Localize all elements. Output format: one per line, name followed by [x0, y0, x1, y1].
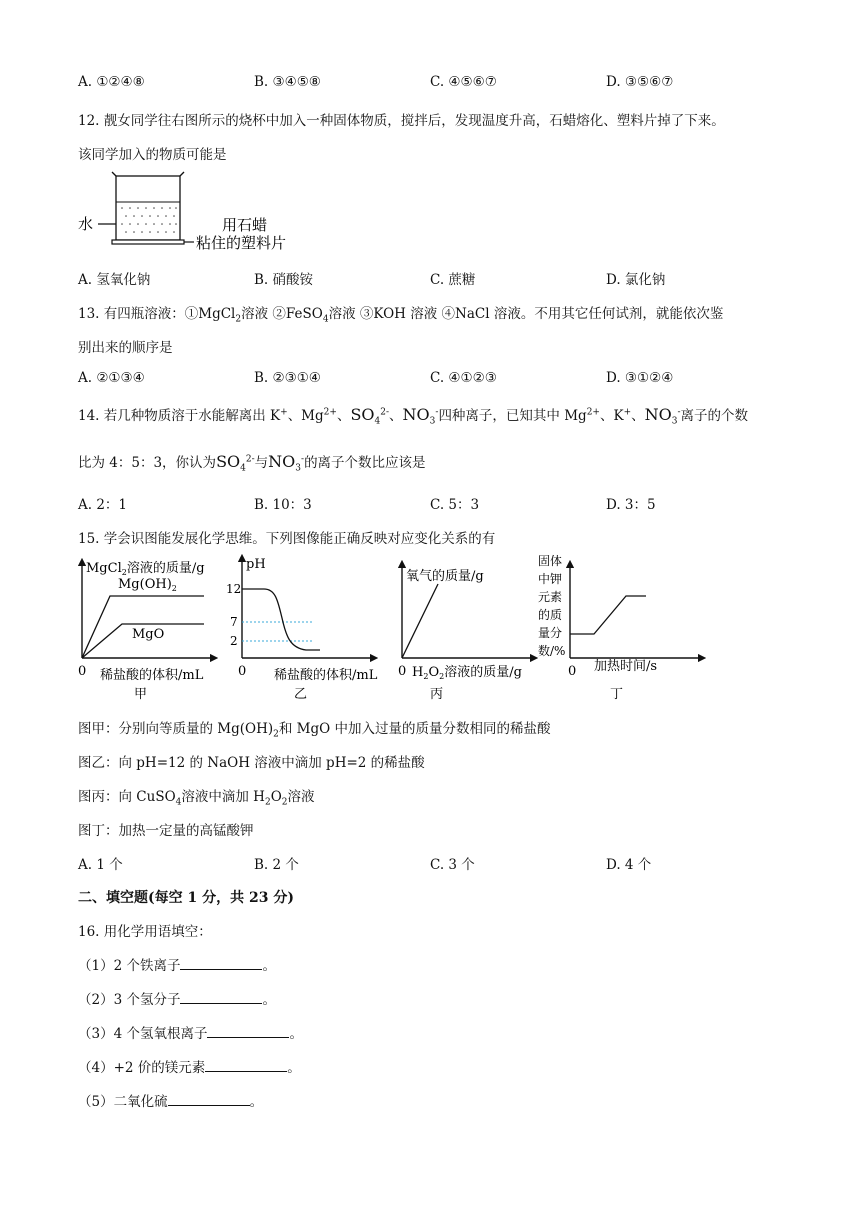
q14-text-line2: 比为 4：5：3，你认为$SO_4^{2-}$与$NO_3^-$的离子个数比应该是: [78, 452, 426, 474]
bing-ylabel: 氧气的质量/g: [406, 569, 484, 584]
ding-xlabel: 加热时间/s: [594, 659, 658, 674]
bing-line: [402, 584, 438, 658]
bing-xlabel-sub2: 2: [439, 672, 445, 681]
q12-option-d[interactable]: D. 氯化钠: [606, 272, 666, 288]
jia-ylabel-b: 溶液的质量/g: [126, 561, 205, 576]
q13-text-line2: 别出来的顺序是: [78, 340, 173, 356]
q16-item-2: （2）3 个氢分子 。: [78, 992, 276, 1008]
yi-tick-2: 2: [230, 634, 238, 648]
q13-option-b[interactable]: B. ②③①④: [254, 370, 321, 386]
q15-desc-ding: 图丁：加热一定量的高锰酸钾: [78, 823, 254, 839]
q15-desc-yi: 图乙：向 pH=12 的 NaOH 溶液中滴加 pH=2 的稀盐酸: [78, 755, 425, 771]
q16-blank-1[interactable]: [180, 956, 262, 970]
q13-option-a[interactable]: A. ②①③④: [78, 370, 145, 386]
q13-text-line1: 13. 有四瓶溶液：①MgCl$_2$溶液 ②FeSO$_4$溶液 ③KOH 溶液 ④NaCl 溶液。不用其它任何试剂，就能依次鉴: [78, 306, 724, 325]
q14-options: [78, 493, 778, 513]
q14-option-a[interactable]: A. 2：1: [78, 497, 128, 513]
bing-xlabel-o: O: [428, 665, 440, 680]
ding-name: 丁: [610, 687, 624, 702]
yi-tick-7: 7: [230, 615, 238, 629]
bing-xlabel-rest: 溶液的质量/g: [444, 665, 522, 680]
q11-option-b[interactable]: B. ③④⑤⑧: [254, 74, 321, 90]
bing-origin: 0: [398, 664, 407, 679]
q14-text-line1: 14. 若几种物质溶于水能解离出 K+、$Mg^{2+}$、$SO_4^{2-}$、$NO_3^-$四种离子，已知其中 $Mg^{2+}$、K+、$NO_3^-$离子的个数: [78, 405, 749, 427]
svg-text:MgCl2溶液的质量/g: [86, 560, 205, 577]
q14-option-b[interactable]: B. 10：3: [254, 497, 312, 513]
section2-title: 二、填空题(每空 1 分，共 23 分): [78, 890, 294, 906]
yi-name: 乙: [294, 687, 308, 702]
q16-item-1: （1）2 个铁离子 。: [78, 958, 276, 974]
ding-origin: 0: [568, 664, 577, 679]
q16-item-3: （3）4 个氢氧根离子 。: [78, 1026, 303, 1042]
plastic-label: 粘住的塑料片: [196, 234, 287, 252]
yi-curve: [242, 589, 320, 650]
water-label: 水: [78, 215, 94, 233]
q15-desc-bing: 图丙：向 CuSO$_4$溶液中滴加 $H_2O_2$溶液: [78, 789, 315, 808]
jia-name: 甲: [134, 687, 148, 702]
ding-ylabel-2: 中钾: [538, 572, 563, 586]
bing-xlabel-sub1: 2: [423, 672, 429, 681]
jia-ylabel-sub: 2: [121, 568, 127, 577]
q12-text-line1: 12. 靓女同学往右图所示的烧杯中加入一种固体物质，搅拌后，发现温度升高，石蜡熔化、塑料片掉了下来。: [78, 113, 725, 129]
q12-options: [78, 268, 778, 288]
jia-series-mgo: MgO: [132, 627, 165, 642]
yi-origin: 0: [238, 664, 247, 679]
q16-blank-5[interactable]: [168, 1092, 250, 1106]
q13-option-d[interactable]: D. ③①②④: [606, 370, 674, 386]
graph-ding: [538, 553, 702, 702]
q11-options: [78, 74, 778, 94]
ding-ylabel-1: 固体: [538, 554, 563, 568]
yi-ylabel: pH: [246, 557, 266, 572]
jia-ylabel-a: MgCl: [86, 561, 122, 576]
bing-name: 丙: [430, 687, 444, 702]
beaker-figure: [76, 168, 336, 252]
wax-label: 用石蜡: [222, 216, 268, 234]
q11-option-a[interactable]: A. ①②④⑧: [78, 74, 145, 90]
q15-option-a[interactable]: A. 1 个: [78, 857, 123, 873]
q15-graphs: [74, 552, 714, 702]
q13-options: [78, 370, 778, 390]
graph-jia: [78, 560, 214, 702]
q15-text-title: 15. 学会识图能发展化学思维。下列图像能正确反映对应变化关系的有: [78, 531, 496, 547]
q12-option-a[interactable]: A. 氢氧化钠: [78, 272, 151, 288]
ding-ylabel-4: 的质: [538, 608, 563, 622]
q15-options: [78, 853, 778, 873]
ding-ylabel-6: 数/%: [538, 644, 566, 658]
graph-yi: [226, 557, 378, 702]
q16-item-4: （4）+2 价的镁元素 。: [78, 1060, 301, 1076]
yi-tick-12: 12: [226, 582, 242, 596]
q14-option-c[interactable]: C. 5：3: [430, 497, 480, 513]
q13-option-c[interactable]: C. ④①②③: [430, 370, 497, 386]
q16-title: 16. 用化学用语填空：: [78, 924, 212, 940]
q15-option-b[interactable]: B. 2 个: [254, 857, 299, 873]
q12-text-line2: 该同学加入的物质可能是: [78, 147, 227, 163]
jia-series-sub: 2: [171, 584, 177, 593]
q16-item-5: （5）二氧化硫 。: [78, 1094, 264, 1110]
bing-xlabel-h: H: [412, 665, 424, 680]
q11-option-c[interactable]: C. ④⑤⑥⑦: [430, 74, 497, 90]
q16-blank-4[interactable]: [205, 1058, 287, 1072]
q16-blank-3[interactable]: [207, 1024, 289, 1038]
q11-option-d[interactable]: D. ③⑤⑥⑦: [606, 74, 674, 90]
q15-option-d[interactable]: D. 4 个: [606, 857, 652, 873]
jia-origin: 0: [78, 664, 87, 679]
ding-line: [570, 596, 646, 634]
yi-xlabel: 稀盐酸的体积/mL: [274, 668, 378, 683]
ding-ylabel-5: 量分: [538, 626, 563, 640]
q15-option-c[interactable]: C. 3 个: [430, 857, 475, 873]
ding-ylabel-3: 元素: [538, 590, 563, 604]
jia-series-mgoh2: Mg(OH): [118, 577, 172, 592]
svg-text:Mg(OH)2: [118, 577, 177, 593]
q14-option-d[interactable]: D. 3：5: [606, 497, 656, 513]
q12-option-b[interactable]: B. 硝酸铵: [254, 272, 314, 288]
q15-desc-jia: 图甲：分别向等质量的 $Mg(OH)_2$和 MgO 中加入过量的质量分数相同的稀盐酸: [78, 721, 551, 740]
svg-text:H2O2溶液的质量/g: [412, 664, 522, 681]
q16-blank-2[interactable]: [180, 990, 262, 1004]
graph-bing: [398, 564, 534, 702]
jia-xlabel: 稀盐酸的体积/mL: [100, 668, 204, 683]
q12-option-c[interactable]: C. 蔗糖: [430, 272, 476, 288]
